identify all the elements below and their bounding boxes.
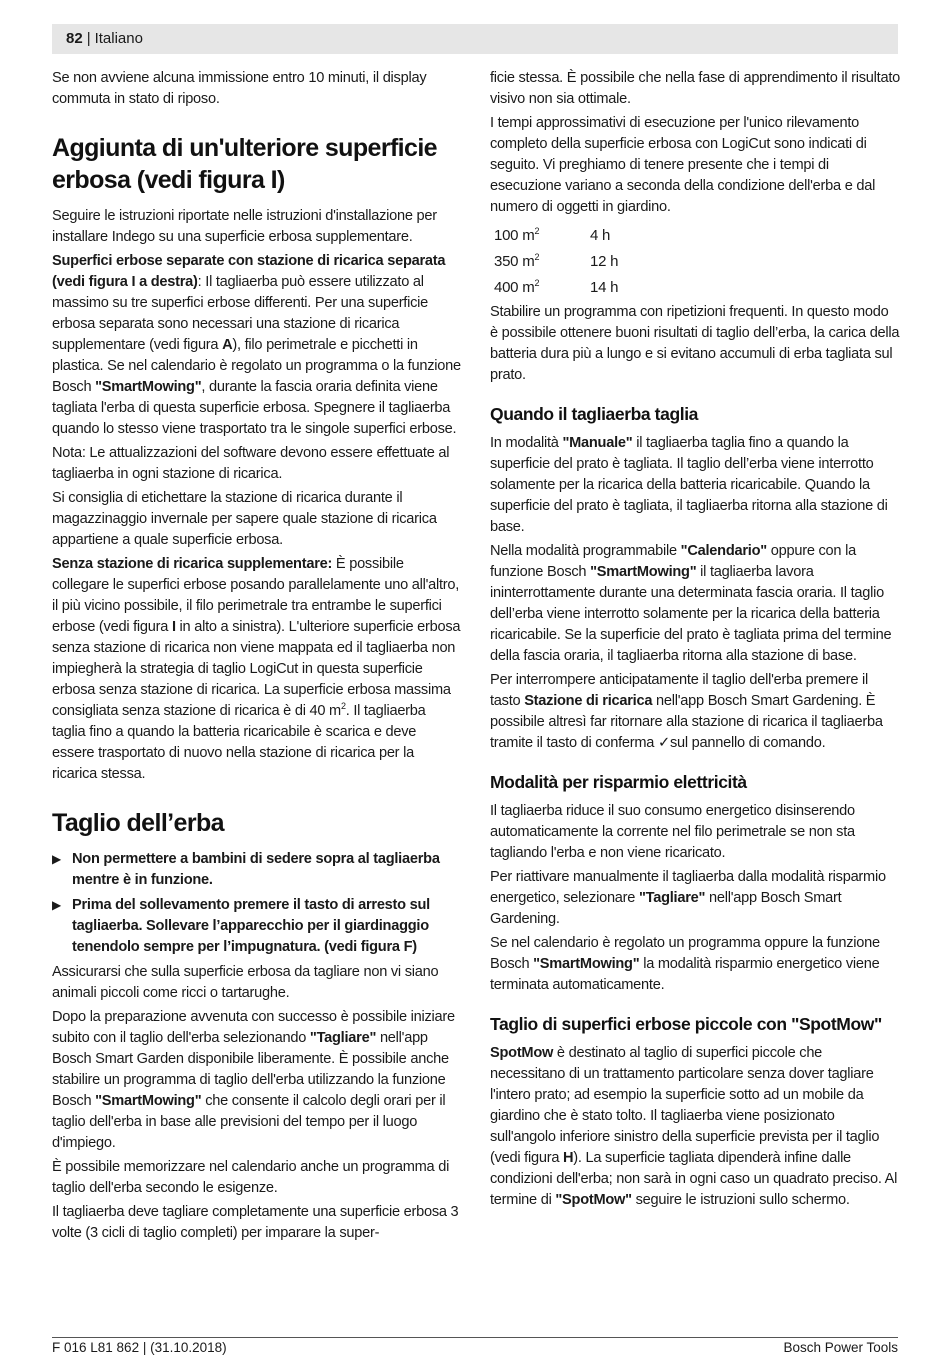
text-run: , durante la fascia oraria definita viene tagliata l'erba di questa superficie erbosa. Spegnere il tagliaerba quando lo stesso viene trasportato tra le singole superfici erbose. (52, 379, 457, 437)
warning-item (52, 849, 462, 891)
left-column (52, 68, 462, 1247)
paragraph-riduce: Il tagliaerba riduce il suo consumo energetico disinserendo automaticamente la corrente nel filo perimetrale se non sta tagliando l'erba e non viene ricaricato. (490, 803, 855, 861)
text-bold: "Manuale" (562, 435, 633, 451)
area-cell (494, 222, 590, 248)
heading-modalita: Modalità per risparmio elettricità (490, 772, 747, 792)
triangle-bullet-icon: ▶ (52, 898, 61, 912)
footer-doc-id: F 016 L81 862 | (31.10.2018) (52, 1340, 227, 1355)
text-run: In modalità (490, 435, 563, 451)
header-separator: | (86, 30, 91, 47)
text-run: seguire le istruzioni sullo schermo. (631, 1192, 850, 1208)
right-column (490, 68, 900, 1214)
text-run: sul pannello di comando. (669, 735, 826, 751)
text-bold: "SmartMowing" (590, 564, 697, 580)
text-bold: A (222, 337, 233, 353)
paragraph-memorizzare: È possibile memorizzare nel calendario anche un programma di taglio dell'erba secondo le esigenze. (52, 1159, 450, 1196)
paragraph-dopo (52, 1007, 462, 1154)
heading-quando: Quando il tagliaerba taglia (490, 404, 698, 424)
text-bold: "Tagliare" (309, 1030, 377, 1046)
text-bold: "SmartMowing" (533, 956, 640, 972)
paragraph-seguire: Seguire le istruzioni riportate nelle istruzioni d'installazione per installare Indego su una superficie erbosa supplementare. (52, 208, 437, 245)
table-row (494, 274, 618, 300)
text-bold: "SmartMowing" (95, 379, 202, 395)
text-bold: H (563, 1150, 574, 1166)
warning-item (52, 895, 462, 958)
text-run: Se nel calendario è regolato un programma oppure la funzione Bosch (490, 935, 880, 972)
text-bold: I (171, 619, 176, 635)
text-run: ). La superficie tagliata dipenderà infine dalle condizioni dell'erba; non sarà in ogni caso un quadrato preciso. Al termine di (490, 1150, 898, 1208)
time-cell: 12 h (590, 252, 619, 270)
footer-brand: Bosch Power Tools (783, 1340, 898, 1355)
text-run: è destinato al taglio di superfici piccole che necessitano di un trattamento particolare senza dover tagliare l'intero prato; ad esempio la superficie sotto ad un mobile da giardino che è stato tolto. Il tagliaerba viene posizionato sull'angolo inferiore sinistro della superficie prevista per il taglio (vedi figura (490, 1045, 880, 1166)
text-run: nell'app Bosch Smart Garden disponibile liberamente. È possibile anche stabilire un programma di taglio dell'erba utilizzando la funzione Bosch (52, 1030, 449, 1109)
text-run: . Il tagliaerba taglia fino a quando la batteria ricaricabile è scarica e deve essere trasportato di nuovo nella stazione di ricarica per la ricarica stessa. (52, 703, 426, 782)
header-language: Italiano (94, 30, 143, 47)
text-bold: Stazione di ricarica (524, 693, 653, 709)
warning-text: Prima del sollevamento premere il tasto di arresto sul tagliaerba. Sollevare l’apparecchio per il giardinaggio tenendolo sempre per l’impugnatura. (vedi figura F) (72, 897, 430, 955)
superscript: 2 (534, 225, 540, 236)
text-run: nell'app Bosch Smart Gardening. (490, 890, 842, 927)
text-run: che consente il calcolo degli orari per il taglio dell'erba in base alle previsioni del tempo per il luogo d'impiego. (52, 1093, 446, 1151)
checkmark-icon: ✓ (657, 735, 670, 751)
table-row (494, 248, 618, 274)
text-bold: "SmartMowing" (95, 1093, 202, 1109)
time-cell: 4 h (590, 226, 611, 244)
text-run: in alto a sinistra). L'ulteriore superficie erbosa senza stazione di ricarica non viene mappata ed il tagliaerba non impiegherà la strategia di taglio LogiCut in questa superficie erbosa senza stazione di ricarica. La superficie erbosa massima consigliata senza stazione di ricarica è di 40 m (52, 619, 461, 719)
paragraph-interrompere (490, 670, 900, 754)
triangle-bullet-icon: ▶ (52, 852, 61, 866)
area-unit: m (522, 278, 535, 296)
superscript: 2 (534, 277, 540, 288)
paragraph-nota: Nota: Le attualizzazioni del software devono essere effettuate al tagliaerba in ogni stazione di ricarica. (52, 445, 450, 482)
heading-taglio: Taglio dell’erba (52, 809, 224, 837)
superscript: 2 (534, 251, 540, 262)
paragraph-assicurarsi: Assicurarsi che sulla superficie erbosa da tagliare non vi siano animali piccoli come ricci o tartarughe. (52, 964, 439, 1001)
paragraph-continued: ficie stessa. È possibile che nella fase di apprendimento il risultato visivo non sia ottimale. (490, 70, 901, 107)
paragraph-separate (52, 251, 462, 440)
paragraph-tempi: I tempi approssimativi di esecuzione per l'unico rilevamento completo della superficie erbosa con LogiCut sono indicati di seguito. Vi preghiamo di tenere presente che i tempi di esecuzione variano a seconda della condizione dell'erba e dal numero di oggetti in giardino. (490, 115, 876, 215)
text-run: Per interrompere anticipatamente il taglio dell'erba premere il tasto (490, 672, 869, 709)
text-bold: SpotMow (490, 1045, 554, 1061)
area-cell (494, 248, 590, 274)
paragraph-stabilire: Stabilire un programma con ripetizioni frequenti. In questo modo è possibile ottenere buoni risultati di taglio dell’erba, la carica della batteria dura più a lungo e si evitano accumuli di erba tagliata sul prato. (490, 304, 900, 383)
area-cell (494, 274, 590, 300)
text-run: Nella modalità programmabile (490, 543, 681, 559)
text-run: oppure con la funzione Bosch (490, 543, 856, 580)
footer-divider (52, 1337, 898, 1338)
text-run: nell'app Bosch Smart Gardening. È possibile altresì far ritornare alla stazione di ricarica il tagliaerba tramite il tasto di conferma (490, 693, 883, 751)
paragraph-senza (52, 554, 462, 785)
paragraph-manuale (490, 433, 900, 538)
page-header (52, 24, 898, 54)
text-bold: "Calendario" (680, 543, 767, 559)
text-run: il tagliaerba taglia fino a quando la superficie del prato è tagliata. Il taglio dell’erba viene interrotto solamente per la ricarica della batteria ricaricabile. Quando la superficie del prato è tagliata, il tagliaerba ritorna alla stazione di base. (490, 435, 888, 535)
text-run: la modalità risparmio energetico viene terminata automaticamente. (490, 956, 880, 993)
page-number: 82 (66, 30, 83, 47)
area-value: 400 (494, 278, 519, 296)
text-bold: "Tagliare" (638, 890, 706, 906)
area-value: 350 (494, 252, 519, 270)
area-value: 100 (494, 226, 519, 244)
table-row (494, 222, 618, 248)
text-run: : Il tagliaerba può essere utilizzato al massimo su tre superfici erbose differenti. Per una superficie erbosa separata sono necessari una stazione di ricarica supplementare (vedi figura (52, 274, 429, 353)
time-cell: 14 h (590, 278, 619, 296)
paragraph-riattivare (490, 867, 900, 930)
area-unit: m (522, 252, 535, 270)
heading-spotmow: Taglio di superfici erbose piccole con "SpotMow" (490, 1014, 882, 1034)
text-bold: "SpotMow" (555, 1192, 632, 1208)
text-run: Dopo la preparazione avvenuta con successo è possibile iniziare subito con il taglio dell'erba selezionando (52, 1009, 455, 1046)
text-run: È possibile collegare le superfici erbose posando parallelamente uno all'altro, il più vicino possibile, il filo perimetrale tra entrambe le superfici erbose (vedi figura (52, 556, 460, 635)
paragraph-consiglia: Si consiglia di etichettare la stazione di ricarica durante il magazzinaggio invernale per sapere quale stazione di ricarica appartiene a quale superficie erbosa. (52, 490, 437, 548)
text-bold: Senza stazione di ricarica supplementare: (52, 556, 333, 572)
paragraph-deve: Il tagliaerba deve tagliare completamente una superficie erbosa 3 volte (3 cicli di taglio completi) per imparare la super- (52, 1204, 459, 1241)
text-run: Per riattivare manualmente il tagliaerba dalla modalità risparmio energetico, selezionare (490, 869, 886, 906)
heading-aggiunta: Aggiunta di un'ulteriore superficie erbosa (vedi figura I) (52, 134, 437, 194)
paragraph-programma (490, 933, 900, 996)
paragraph-spotmow (490, 1043, 900, 1211)
text-bold: Superfici erbose separate con stazione di ricarica separata (vedi figura I a destra) (52, 253, 446, 290)
paragraph-calendario (490, 541, 900, 667)
times-table (494, 222, 618, 300)
area-unit: m (522, 226, 535, 244)
warning-text: Non permettere a bambini di sedere sopra al tagliaerba mentre è in funzione. (72, 851, 440, 888)
text-run: il tagliaerba lavora ininterrottamente durante una determinata fascia oraria. Il taglio dell’erba viene interrotto solamente per la ricarica della batteria ricaricabile. Se la superficie del prato è tagliata prima del termine della fascia oraria, il tagliaerba ritorna alla stazione di base. (490, 564, 892, 664)
text-run: ), filo perimetrale e picchetti in plastica. Se nel calendario è regolato un programma o la funzione Bosch (52, 337, 461, 395)
paragraph-intro: Se non avviene alcuna immissione entro 10 minuti, il display commuta in stato di riposo. (52, 70, 427, 107)
superscript: 2 (340, 701, 346, 711)
